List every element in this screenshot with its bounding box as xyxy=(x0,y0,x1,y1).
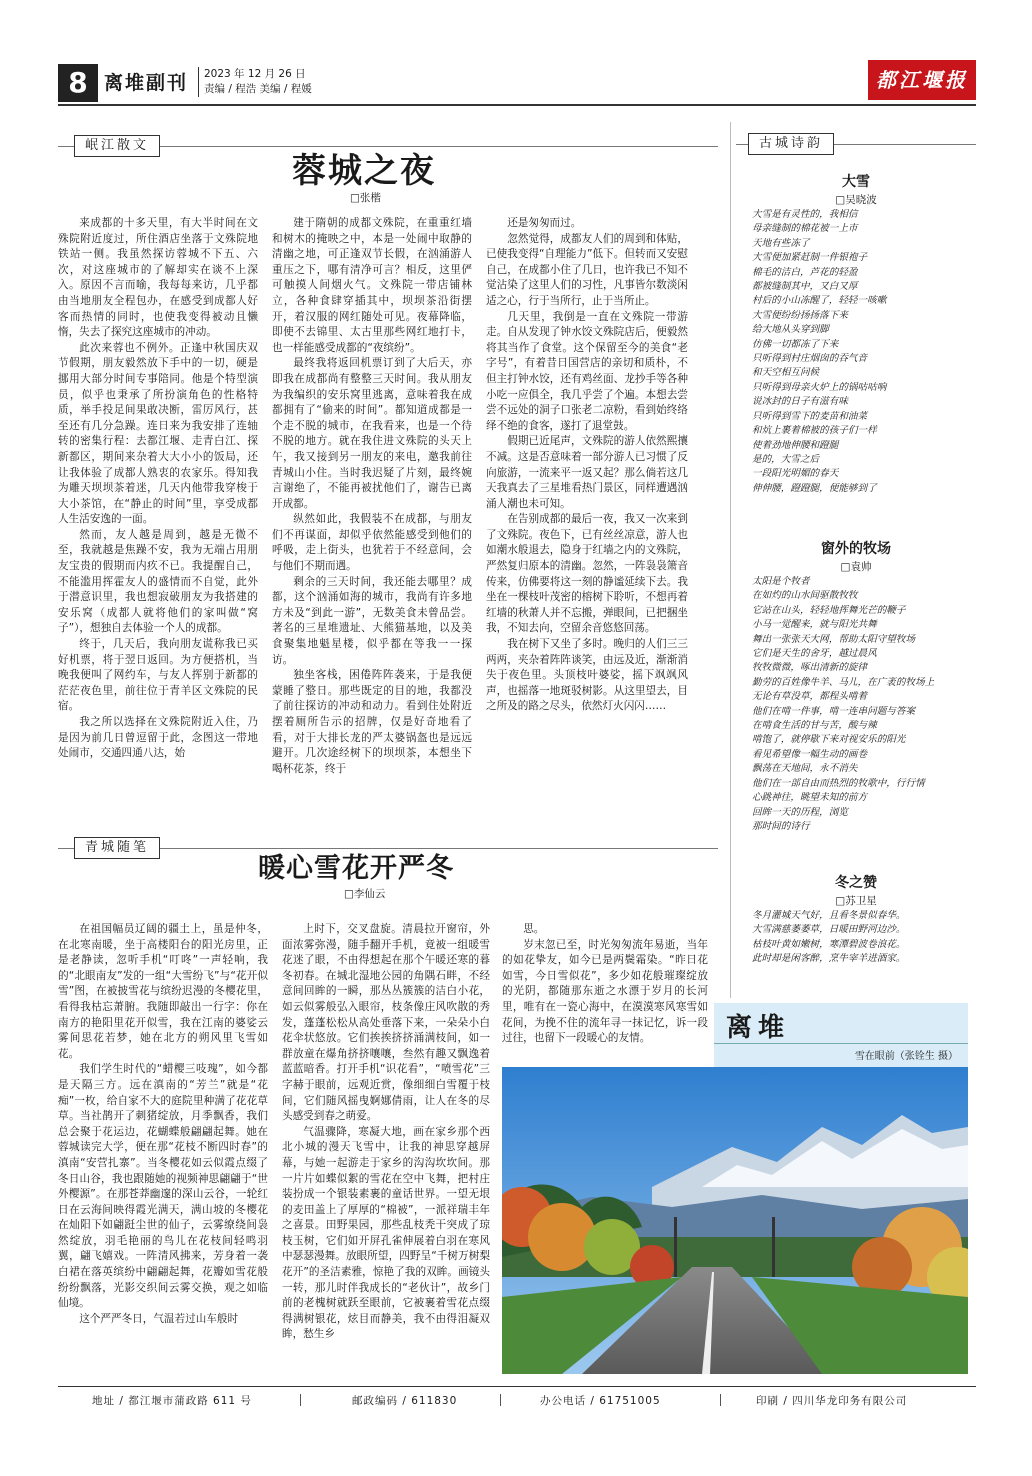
poem-line: 此时却是闲客醉，烹牛宰羊进酒家。 xyxy=(752,953,906,965)
footer-printer: 印刷 / 四川华龙印务有限公司 xyxy=(756,1395,908,1407)
poem-line: 母亲缝制的棉花被一上市 xyxy=(752,223,858,235)
poem-body xyxy=(752,208,976,508)
paragraph: 气温骤降，寒凝大地，画在家乡那个西北小城的漫天飞雪中，让我的神思穿越屏幕，与她一起游走于家乡的沟沟坎坎间。那一片片如蝶似絮的雪花在空中飞舞，把村庄装扮成一个银装素裹的童话世界。一望无垠的麦田盖上了厚厚的“棉被”，一派祥瑞丰年之喜景。田野果园，那些乱枝秃干突成了琼枝玉树，它们如开屏孔雀伸展着白羽在寒风中瑟瑟漫舞。放眼所望，四野呈“千树万树梨花开”的圣洁素雅，惊艳了我的双眸。画镜头一转，那儿时伴我成长的“老伙计”，故乡门前的老槐树就跃至眼前，它被裹着雪花点缀得满树银花，炫目而静美，我不由得泪凝双眸，愁生乡 xyxy=(282,1125,490,1341)
article-column xyxy=(272,216,472,818)
poem-line: 大雪是有灵性的，我相信 xyxy=(752,209,858,220)
section-title: 离堆副刊 xyxy=(104,72,189,94)
poem-line: 大雪便加紧赶制一件银袍子 xyxy=(752,252,868,264)
poem-line: 大雪便纷纷扬扬落下来 xyxy=(752,309,848,321)
footer-divider xyxy=(300,1394,301,1406)
poem-line: 只听得到村庄烟囱的吞气音 xyxy=(752,353,868,365)
footer-postcode: 邮政编码 / 611830 xyxy=(352,1395,458,1407)
poem-line: 在如灼的山水间驱散牧牧 xyxy=(752,590,858,602)
paragraph: 我们学生时代的“蜡樱三吱瑰”，如今都是天隔三方。远在滇南的“芳兰”就是“花痴”一枚，给自家不大的庭院里种满了花花草草。当社鹊开了刺猪绽放，月季飘香，我们总会聚于花运边，花蝴蝶般翩翩起舞。她在蓉城读完大学，便在那“花枝不断四时春”的滇南“安营扎寨”。当冬樱花如云似霞点缀了冬日山谷，我也跟随她的视频神思翩翩于“世外樱源”。在那苍莽幽邃的深山云谷，一轮红日在云海间映得霞光满天，满山坡的冬樱花在灿阳下如翩跹尘世的仙子，云雾缭绕间袅然绽放，羽毛艳丽的鸟儿在花枝间轻鸣羽翼，翩飞嬉戏。一阵清风拂来，芳身着一袭白裙在落英缤纷中翩翩起舞，花瓣如雪花般纷纷飘落，光影交织间云雾交换，观之如临仙境。 xyxy=(58,1063,268,1310)
poem-line: 一段阳光明媚的春天 xyxy=(752,468,839,480)
poem-line: 飘荡在天地间，永不消失 xyxy=(752,763,858,775)
paragraph: 忽然觉得，成都友人们的周到和体贴，已使我变得“自理能力”低下。但转而又安慰自己，在成都小住了几日，也许我已不知不觉沾染了这里人们的习性，凡事皆尔数淡闲适之心，行于当所行，止于当所止。 xyxy=(486,232,688,307)
poem-line: 都被缝制其中，又白又厚 xyxy=(752,281,858,293)
poem-line: 牧牧微微，啄出清新的旋律 xyxy=(752,662,868,674)
column-divider xyxy=(730,122,731,998)
paragraph: 此次来蓉也不例外。正逢中秋国庆双节假期，朋友毅然放下手中的一切，硬是挪用大部分时间专事陪同。他是个特型演员，似乎也秉承了所扮演角色的性格特质，举手投足间果敢决断，雷厉风行，甚至还有几分急躁。连日来为我安排了连轴转的密集行程：去都江堰、走青白江、探新都区，期间来杂着大大小小的饭局，还让我体验了成都人熟衷的农家乐。得知我为雕天坝坝茶着迷，几天内他带我穿梭于大小茶馆，在“静止的时间”里，享受成都人生活安逸的一面。 xyxy=(58,341,258,526)
poem-body xyxy=(752,909,976,971)
poem-line: 回眸一天的历程，浏览 xyxy=(752,806,848,818)
poem-line: 他们在啃一件事，啃一连串问题与答案 xyxy=(752,705,916,717)
poem-author: □苏卫星 xyxy=(835,895,877,907)
issue-date: 2023 年 12 月 26 日 xyxy=(204,68,306,80)
poem-line: 在啃食生活的甘与苦，酸与辣 xyxy=(752,720,877,732)
article-title: 蓉城之夜 xyxy=(292,151,436,191)
poem-line: 天地有些冻了 xyxy=(752,237,810,249)
poem-author: □袁帅 xyxy=(840,561,872,573)
landscape-illustration xyxy=(502,1067,968,1374)
poem-line: 啃饱了，就停歇下来对视安乐的阳光 xyxy=(752,734,906,746)
paragraph: 纵然如此，我假装不在成都，与朋友们不再谋面，却似乎依然能感受到他们的呼吸，走上街头，也犹若于不经意间，会与他们不期而遇。 xyxy=(272,513,472,573)
footer-divider xyxy=(500,1394,501,1406)
paragraph: 在告别成都的最后一夜，我又一次来到了文殊院。夜色下，已有丝丝凉意，游人也如潮水般退去，隐身于红墙之内的文殊院，严然复归原本的清幽。忽然，一阵袅袅箫音传来，仿佛要将这一刻的静谧延续下去。我坐在一棵枝叶茂密的榕树下聆听，不想再着红墙的秋萧人并不忘搬，弹眼间，已把捆坐我，不知去向，空留余音悠悠回荡。 xyxy=(486,513,688,635)
poem-line: 和天空相互问候 xyxy=(752,367,820,379)
paragraph: 终于，几天后，我向朋友谎称我已买好机票，将于翌日返回。为方便搭机，当晚我便叫了网约车，与友人挥别于新都的茫茫夜色里，前往位于青羊区文殊院的民宿。 xyxy=(58,638,258,713)
article-column xyxy=(282,922,490,1378)
article-column xyxy=(502,922,708,1052)
poem-line: 他们在一部自由而热烈的牧歌中，行行情 xyxy=(752,777,925,789)
paragraph: 几天里，我倒是一直在文殊院一带游走。自从发现了钟水饺文殊院店后，便毅然将其当作了食堂。这个保留至今的美食“老字号”，有着昔日国营店的亲切和质朴，不但主打钟水饺，还有鸡丝面、龙抄手等各种小吃一应俱全，我几乎尝了个遍。本想去尝尝不远处的洞子口张老二凉粉，看到始终络绎不绝的食客，遂打了退堂鼓。 xyxy=(486,310,688,432)
photo-header-box xyxy=(714,1003,968,1067)
paragraph: 思。 xyxy=(523,923,545,935)
poem-line: 仿佛一切都冻了下来 xyxy=(752,338,839,350)
poem-line: 它们是天生的舍牙，越过晨风 xyxy=(752,648,877,660)
editors: 责编 / 程浩 美编 / 程媛 xyxy=(204,83,312,95)
column-label-qingcheng: 青城随笔 xyxy=(74,837,160,859)
poem-title: 大雪 xyxy=(842,174,870,190)
poem-line: 舞出一张张天大网，帮助太阳守望牧场 xyxy=(752,633,916,645)
poem-line: 小马一觉醒来，就与阳光共舞 xyxy=(752,619,877,631)
paragraph: 还是匆匆而过。 xyxy=(507,217,582,229)
poem-line: 是的，大雪之后 xyxy=(752,453,820,465)
paragraph: 最终我将返回机票订到了大后天，亦即我在成都尚有整整三天时间。我从朋友为我编织的安乐窝里逃离，意味着我在成都拥有了“偷来的时间”。都知道成都是一个走不脱的城市，在我看来，也是一个待不脱的地方。就在我住进文殊院的头天上午，我又接到另一朋友的来电，邀我前往青城山小住。当时我迟疑了片刻，最终婉言谢绝了，不能再被扰他们了，谢告已离开成都。 xyxy=(272,357,472,510)
photo-box-rule xyxy=(714,1043,968,1044)
poem-line: 村后的小山冻醒了，轻轻一咳嗽 xyxy=(752,295,887,307)
poem-line: 它站在山头，轻轻地挥舞光芒的鞭子 xyxy=(752,604,906,616)
masthead-logo: 都江堰报 xyxy=(868,60,976,100)
paragraph: 这个严严冬日，气温若过山车般时 xyxy=(79,1312,239,1325)
poem-line: 只听得到母亲火炉上的锅咕咕响 xyxy=(752,381,887,393)
poem-line: 太阳是个牧者 xyxy=(752,576,810,587)
snow-mountain-photo xyxy=(502,1067,968,1374)
paragraph: 来成都的十多天里，有大半时间在文殊院附近度过，所住酒店坐落于文殊院地铁站一侧。我虽然探访蓉城不下五、六次，对这座城市的了解却实在谈不上深入。原因不言而喻，我每每来访，几乎都由当地朋友全程包办，在感受到成都人好客而热情的同时，也使我变得被动且懒惰，失去了探究这座城市的冲动。 xyxy=(58,217,258,339)
paragraph: 我之所以选择在文殊院附近入住，乃是因为前几日曾逗留于此，念图这一带地处闹市，交通四通八达，始 xyxy=(58,716,258,760)
article-title: 暖心雪花开严冬 xyxy=(258,853,454,884)
poem-line: 和炕上裹着棉被的孩子们一样 xyxy=(752,425,877,437)
poem-line: 冬月灌城天气好，且看冬景似春华。 xyxy=(752,910,906,921)
paragraph: 我在树下又坐了多时。晚归的人们三三两两，夹杂着阵阵谈笑，由远及近，渐渐消失于夜色里。头顶枝叶婆娑，摇下飒飒风声，也摇落一地斑驳树影。从这里望去，目之所及的路之尽头，依然灯火闪闪…… xyxy=(486,638,688,713)
paragraph: 在祖国幅员辽阔的疆土上，虽是仲冬，在北寒南暖，坐于高楼阳台的阳光房里，正是老静读，忽听手机“叮咚”一声轻响，我的“北眼南友”发的一组“大雪纷飞”与“花开似雪”图，在被披雪花与缤纷迟漫的冬樱花里，看得我枯忘萧腑。我随即敲出一行字：你在南方的艳阳里花开似雪，我在江南的婆娑云雾间思花若梦，她在北方的朔风里飞雪如花。 xyxy=(58,923,268,1060)
article-column xyxy=(58,216,258,818)
column-label-minjiang: 岷江散文 xyxy=(74,135,160,157)
poem-author: □吴晓波 xyxy=(835,194,877,206)
paragraph: 建于隋朝的成都文殊院，在重重红墙和树木的掩映之中，本是一处闹中取静的清幽之地，可正逢双节长假，在汹涌游人重压之下，哪有清净可言？相反，这里俨可触摸人间烟火气。文殊院一带店铺林立，各种食肆穿插其中，坝坝茶沿街摆开，着汉服的网红随处可见。夜幕降临，即使不去锦里、太古里那些网红地打卡，也一样能感受成都的“夜缤纷”。 xyxy=(272,217,472,354)
poem-title: 窗外的牧场 xyxy=(821,541,891,557)
poem-line: 那时间的诗行 xyxy=(752,820,810,832)
footer-phone: 办公电话 / 61751005 xyxy=(540,1395,661,1407)
footer-rule xyxy=(58,1386,976,1387)
paragraph: 然而，友人越是周到，越是无微不至，我就越是焦躁不安，我为无端占用朋友宝贵的假期而内疚不已。我提醒自己，不能滥用挥霍友人的盛情而不自觉，此外于潜意识里，我也想寂破朋友为我搭建的安乐窝（成都人就将他们的家叫做“窝子”），想独自去体验一个人的成都。 xyxy=(58,528,258,635)
photo-box-title: 离堆 xyxy=(726,1013,791,1043)
poem-title: 冬之赞 xyxy=(835,875,877,891)
poem-line: 给大地从头穿到脚 xyxy=(752,324,829,336)
paragraph: 剩余的三天时间，我还能去哪里？成都，这个汹涌如海的城市，我尚有许多地方未及“到此一游”，无数美食未曾品尝。著名的三星堆遗址、大熊猫基地，以及美食聚集地魁星楼，似乎都在等我一一探访。 xyxy=(272,575,472,666)
poem-body xyxy=(752,575,976,847)
footer-divider xyxy=(720,1394,721,1406)
poem-line: 勤劳的百姓像牛羊、马儿，在广袤的牧场上 xyxy=(752,676,935,688)
poem-line: 无论有草没草，都程头啃着 xyxy=(752,691,868,703)
article-author: □张楷 xyxy=(350,192,381,204)
poem-line: 心跳神往，眺望未知的前方 xyxy=(752,792,868,804)
footer-address: 地址 / 都江堰市蒲政路 611 号 xyxy=(92,1395,252,1407)
poem-line: 看见希望像一幅生动的画卷 xyxy=(752,748,868,760)
column-label-gucheng: 古城诗韵 xyxy=(748,133,834,155)
article-author: □李仙云 xyxy=(344,888,386,900)
issue-meta xyxy=(198,67,312,97)
paragraph: 岁末忽已至，时光匆匆流年易逝，当年的如花挚友，如今已是两鬓霜染。“昨日花如雪，今日雪似花”，多少如花般璀璨绽放的光阴，都随那东逝之水漂于岁月的长河里，唯有在一瓷心海中，在漠漠寒风寒雪如花间，为挽不住的流年寻一抹记忆，诉一段过往，也留下一段暖心的友情。 xyxy=(502,938,708,1045)
paragraph: 假期已近尾声，文殊院的游人依然熙攘不减。这是否意味着一部分游人已习惯了反向旅游，一流来平一返又起？那么倘若这几天我真去了三星堆看热门景区，同样遭遇汹涌人潮也未可知。 xyxy=(486,435,688,510)
page-number: 8 xyxy=(58,64,98,102)
article-column xyxy=(486,216,688,818)
poem-line: 只听得到雪下的麦苗和油菜 xyxy=(752,410,868,422)
paragraph: 独坐客栈，困倦阵阵袭来，于是我便蒙睡了整日。那些既定的目的地，我都没了前往探访的冲动和动力。看到住处附近摆着厕所告示的招牌，仅是好奇地看了看，对于大排长龙的严太婆锅盔也是远远避开。几次途经树下的坝坝茶，本想坐下喝杯花茶，终于 xyxy=(272,669,472,775)
header-rule xyxy=(58,104,976,106)
article-column xyxy=(58,922,268,1378)
poem-line: 大雪满慈萎萎草，日暖田野河边沙。 xyxy=(752,924,906,936)
photo-caption: 雪在眼前（张铨生 摄） xyxy=(854,1051,958,1062)
poem-line: 伸伸腰，蹬蹬腿，便能够到了 xyxy=(752,482,877,494)
poem-line: 说冰封的日子有滋有味 xyxy=(752,396,848,408)
poem-line: 棉毛的洁白，芦花的轻盈 xyxy=(752,266,858,278)
paragraph: 上时下，交叉盘旋。清晨拉开窗帘，外面浓雾弥漫，随手翻开手机，竟被一组暖雪花迷了眼，不由得想起在那个午暖还寒的暮冬初春。在城北湿地公园的角隅石畔，不经意间回眸的一瞬，那丛丛簇簇的洁白小花，如云似雾般弘入眼帘，枝条像庄风吹散的秀发，蓬蓬松松从高处垂落下来，一朵朵小白花伞状悠放。它们挨挨挤挤涌满枝间，如一群放童在爆角挤挤嚷嚷，叁然有趣又飘逸着蓝蓝暗香。打开手机“识花看”，“喷雪花”三字赫于眼前，远观近赏，像细细白雪覆于枝间，它们随风摇曳婀娜倩雨，让人在冬的尽头感受到春之萌爱。 xyxy=(282,923,490,1123)
poem-line: 枯枝叶黄如嫩树，寒潭碧波卷浪花。 xyxy=(752,938,906,950)
poem-line: 使着劲地伸腰和蹬腿 xyxy=(752,439,839,451)
